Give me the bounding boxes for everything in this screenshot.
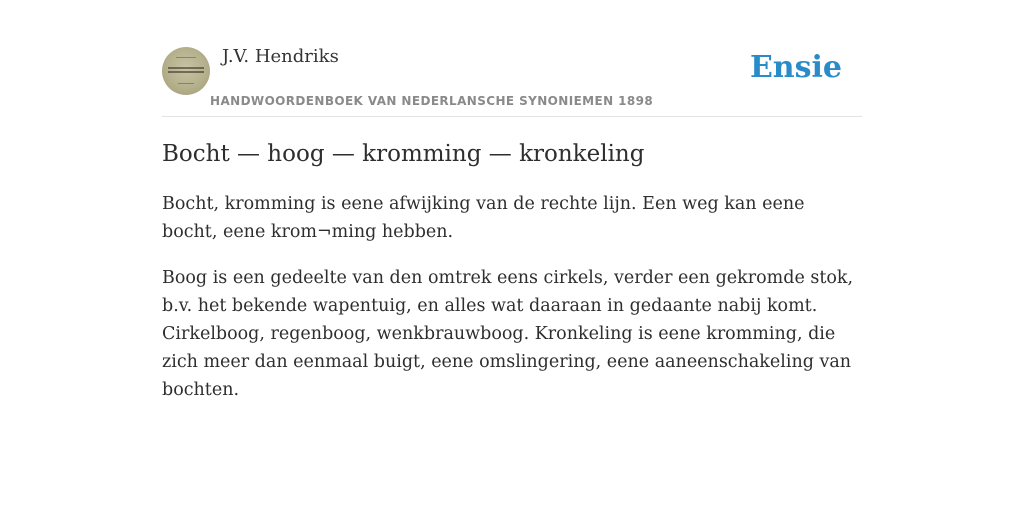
brand-logo[interactable]: Ensie [749, 50, 842, 85]
source-label: HANDWOORDENBOEK VAN NEDERLANSCHE SYNONIEMEN 1898 [210, 94, 654, 108]
header [162, 44, 862, 117]
article [162, 138, 862, 422]
book-cover-icon[interactable] [162, 47, 210, 95]
article-paragraph: Boog is een gedeelte van den omtrek eens cirkels, verder een gekromde stok, b.v. het bekende wapentuig, en alles wat daaraan in gedaante nabij komt. Cirkelboog, regenboog, wenkbrauwboog. Kronkeling is eene kromming, die zich meer dan eenmaal buigt, eene omslingering, eene aaneenschakeling van bochten. [162, 268, 854, 400]
article-paragraph: Bocht, kromming is eene afwijking van de rechte lijn. Een weg kan eene bocht, eene krom¬ming hebben. [162, 194, 805, 242]
author-link[interactable]: J.V. Hendriks [222, 46, 339, 67]
article-title: Bocht — hoog — kromming — kronkeling [162, 141, 645, 167]
